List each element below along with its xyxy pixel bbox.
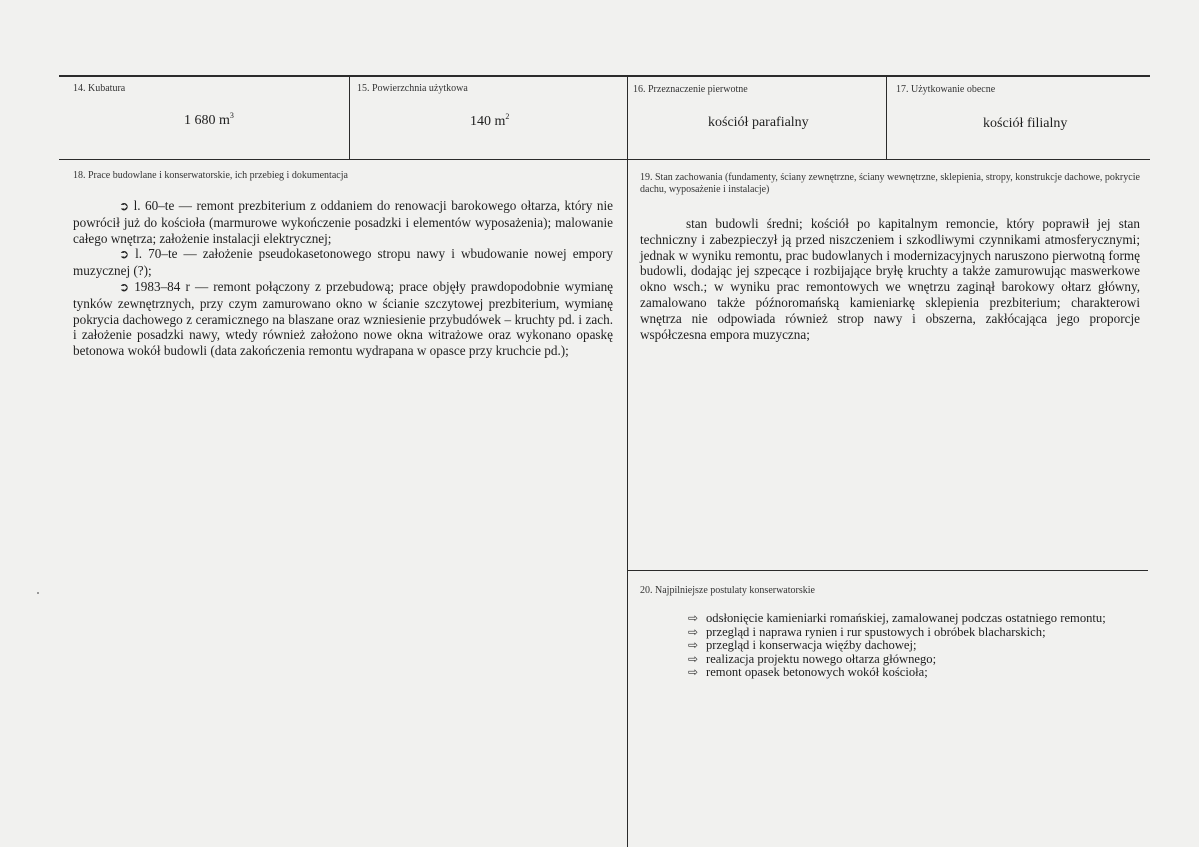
section-18-item: ➲ 1983–84 r — remont połączony z przebudową; prace objęły prawdopodobnie wymianę tynków zewnętrznych, przy czym zamurowano okno w ścianie szczytowej prezbiterium, wymianę pokrycia dachowego z ceramicznego na blaszane oraz wzniesienie przybudówek – kruchty pd. i zach. i założenie posadzki nawy, wtedy również założono nowe okna witrażowe oraz wykonano opaskę betonowa wokół budowli (data zakończenia remontu wydrapana w opasce przy kruchcie pd.); (73, 278, 614, 359)
divider-16-17 (886, 76, 887, 160)
list-item: ⇨ remont opasek betonowych wokół kościoła; (688, 665, 928, 680)
field-15-exponent: 2 (505, 112, 510, 121)
divider-15-16 (627, 76, 628, 847)
field-16-label: 16. Przeznaczenie pierwotne (633, 84, 748, 95)
outline-right-arrow-icon: ⇨ (688, 665, 699, 680)
field-14-number: 1 680 m (184, 113, 230, 128)
section-18-item: ➲ l. 60–te — remont prezbiterium z oddaniem do renowacji barokowego ołtarza, który nie powrócił już do kościoła (marmurowe wykończenie posadzki i elementów wyposażenia); malowanie całego wnętrza; założenie instalacji elektrycznej; (73, 198, 613, 246)
field-14-value (184, 113, 234, 129)
list-item: ⇨ przegląd i konserwacja więźby dachowej; (688, 638, 917, 653)
list-item: ⇨ odsłonięcie kamieniarki romańskiej, zamalowanej podczas ostatniego remontu; (688, 611, 1106, 625)
section-20-label: 20. Najpilniejsze postulaty konserwatorskie (640, 585, 815, 596)
field-15-number: 140 m (470, 114, 506, 129)
top-rule (59, 75, 1150, 77)
bold-right-arrow-icon: ➲ (119, 199, 130, 213)
field-15-value (470, 114, 509, 130)
section-18-item: ➲ l. 70–te — założenie pseudokasetonowego stropu nawy i wbudowanie nowej empory muzycznej (?); (73, 246, 613, 279)
field-16-value: kościół parafialny (708, 115, 809, 130)
field-15-label: 15. Powierzchnia użytkowa (357, 83, 468, 94)
bold-right-arrow-icon: ➲ (119, 247, 130, 262)
list-item: ⇨ przegląd i naprawa rynien i rur spustowych i obróbek blacharskich; (688, 624, 1046, 639)
field-17-value: kościół filialny (983, 116, 1068, 131)
outline-right-arrow-icon: ⇨ (688, 651, 699, 666)
scan-speck (37, 592, 39, 594)
section-20-list (688, 612, 1106, 680)
section-18-label: 18. Prace budowlane i konserwatorskie, ich przebieg i dokumentacja (73, 170, 348, 181)
middle-rule (59, 159, 1150, 160)
bold-right-arrow-icon: ➲ (119, 279, 130, 294)
section-19-label: 19. Stan zachowania (fundamenty, ściany zewnętrzne, ściany wewnętrzne, sklepienia, stropy, konstrukcje dachowe, pokrycie dachu, wyposażenie i instalacje) (640, 172, 1140, 195)
outline-right-arrow-icon: ⇨ (688, 611, 699, 625)
outline-right-arrow-icon: ⇨ (688, 638, 699, 653)
list-item: ⇨ realizacja projektu nowego ołtarza głównego; (688, 651, 937, 666)
divider-14-15 (349, 76, 350, 160)
outline-right-arrow-icon: ⇨ (688, 624, 699, 639)
field-14-label: 14. Kubatura (73, 83, 126, 94)
section20-rule (628, 570, 1148, 571)
section-19-text: stan budowli średni; kościół po kapitalnym remoncie, który poprawił jej stan techniczny i zabezpieczył ją przed niszczeniem i szkodliwymi czynnikami atmosferycznymi; jednak w wyniku remontu, prac budowlanych i modernizacyjnych naruszono pierwotną formę budowli, dodając jej szpecące i rozbijające bryłę kruchty a także zamurowując maswerkowe okno wsch.; w wyniku prac remontowych we wnętrzu zaginął barokowy ołtarz główny, zamalowano także późnoromańską kamieniarkę sklepienia prezbiterium; charakterowi wnętrza nie odpowiada również strop nawy i obszerna, zakłócająca jego proporcje współczesna empora muzyczna; (640, 216, 1140, 342)
section-18-text (73, 198, 613, 359)
field-14-exponent: 3 (229, 111, 234, 120)
field-17-label: 17. Użytkowanie obecne (896, 84, 996, 95)
